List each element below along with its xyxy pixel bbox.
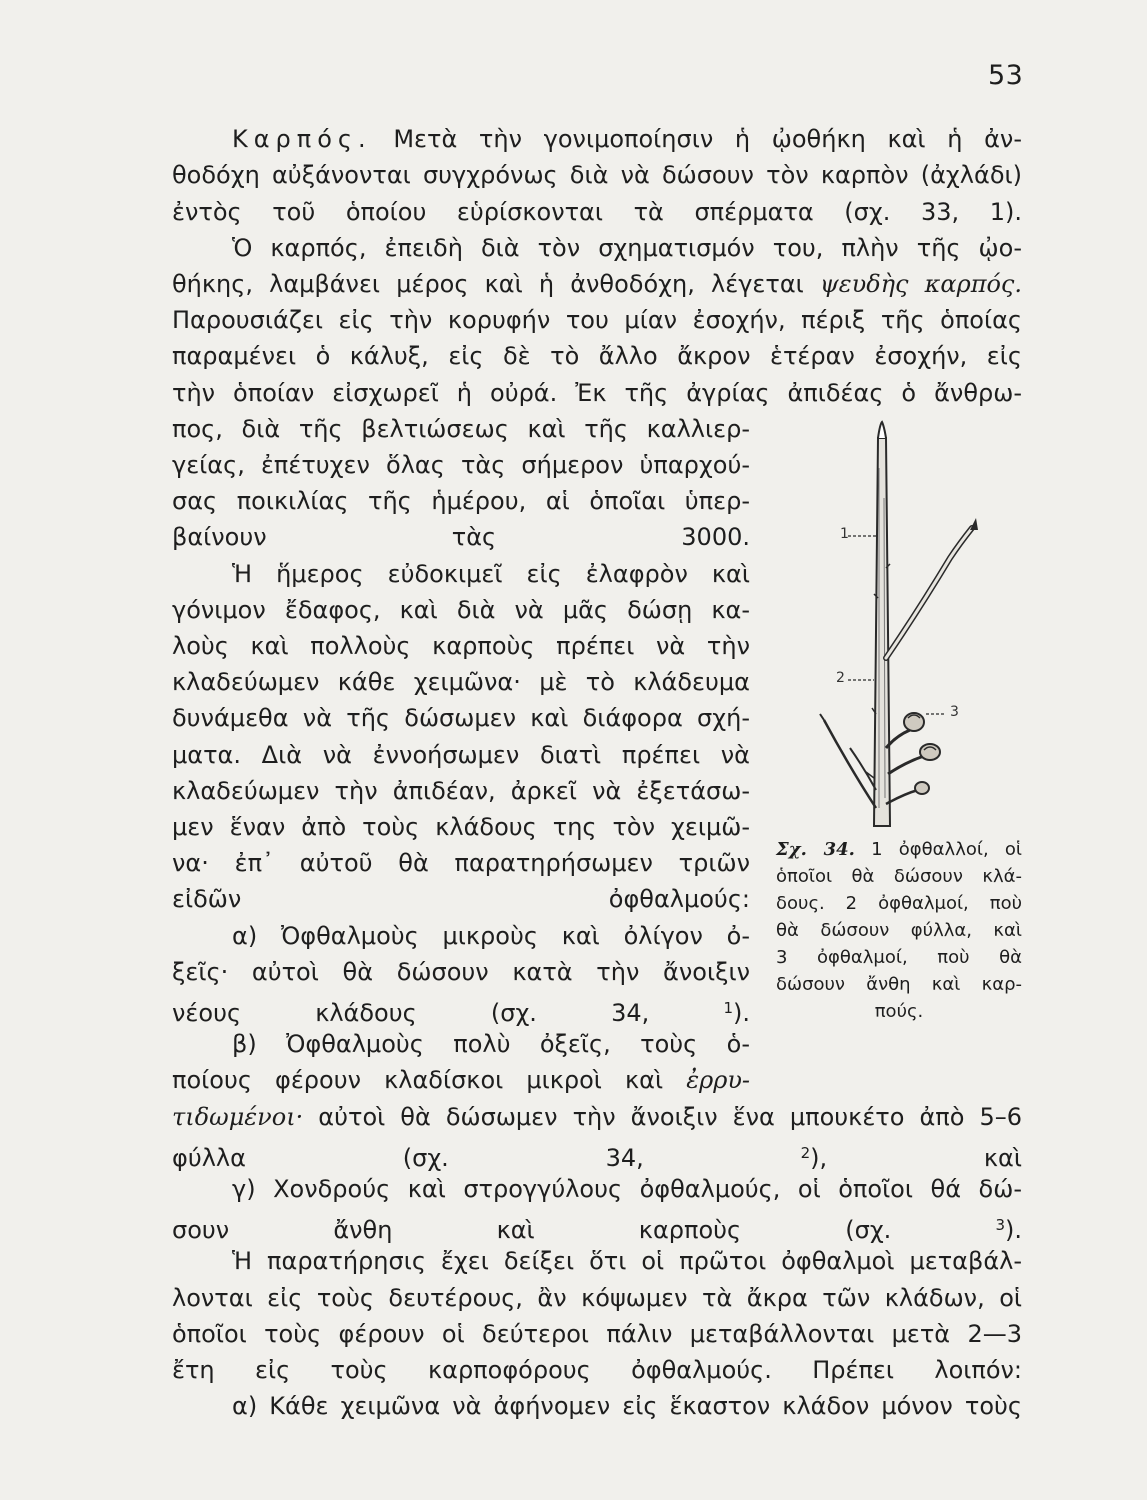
- caption-line: θὰ δώσουν φύλλα, καὶ: [776, 920, 1022, 941]
- italic-term: ψευδὴς καρπός.: [819, 270, 1022, 298]
- heading-word: Καρπός.: [232, 125, 372, 153]
- text-line: κλαδεύωμεν τὴν ἀπιδέαν, ἀρκεῖ νὰ ἐξετάσω-: [172, 777, 750, 805]
- text-line: βαίνουν τὰς 3000.: [172, 523, 750, 551]
- text-line: φύλλα (σχ. 34, $^2$), καὶ: [172, 1144, 1022, 1172]
- caption-title: Σχ. 34.: [776, 839, 855, 860]
- text-line: πος, διὰ τῆς βελτιώσεως καὶ τῆς καλλιερ-: [172, 415, 750, 443]
- figure-caption: Σχ. 34. 1 ὀφθαλλοί, οἱ: [776, 839, 1022, 860]
- text-line: θήκης, λαμβάνει μέρος καὶ ἡ ἀνθοδόχη, λέγεται ψευδὴς καρπός.: [172, 270, 1022, 298]
- text-line: ὁποῖοι τοὺς φέρουν οἱ δεύτεροι πάλιν μεταβάλλονται μετὰ 2—3: [172, 1320, 1022, 1348]
- text-line: ματα. Διὰ νὰ ἐννοήσωμεν διατὶ πρέπει νὰ: [172, 741, 750, 769]
- text-line: Ὁ καρπός, ἐπειδὴ διὰ τὸν σχηματισμόν του, πλὴν τῆς ᾠο-: [232, 234, 1022, 262]
- caption-line: πούς.: [874, 1001, 924, 1022]
- text-line: β) Ὀφθαλμοὺς πολὺ ὀξεῖς, τοὺς ὁ-: [232, 1030, 750, 1058]
- text-line: γ) Χονδρούς καὶ στρογγύλους ὀφθαλμούς, οἱ ὁποῖοι θά δώ-: [232, 1175, 1022, 1203]
- text-line: Ἡ ἥμερος εὐδοκιμεῖ εἰς ἐλαφρὸν καὶ: [232, 560, 750, 588]
- text-line: Ἡ παρατήρησις ἔχει δείξει ὅτι οἱ πρῶτοι ὀφθαλμοὶ μεταβάλ-: [232, 1247, 1022, 1275]
- figure-label-1: 1: [840, 526, 849, 542]
- text-line: παραμένει ὁ κάλυξ, εἰς δὲ τὸ ἄλλο ἄκρον ἑτέραν ἐσοχήν, εἰς: [172, 342, 1022, 370]
- caption-line: δους. 2 ὀφθαλμοί, ποὺ: [776, 893, 1022, 914]
- text-line: ποίους φέρουν κλαδίσκοι μικροὶ καὶ ἐρρυ-: [172, 1066, 751, 1094]
- text-line: γείας, ἐπέτυχεν ὅλας τὰς σήμερον ὑπαρχού-: [172, 451, 750, 479]
- text-line: εἰδῶν ὀφθαλμούς:: [172, 885, 750, 913]
- text-line: α) Κάθε χειμῶνα νὰ ἀφήνομεν εἰς ἕκαστον κλάδον μόνον τοὺς: [232, 1392, 1022, 1420]
- italic-term: τιδωμένοι·: [172, 1103, 304, 1131]
- text-line: τὴν ὁποίαν εἰσχωρεῖ ἡ οὐρά. Ἐκ τῆς ἀγρίας ἀπιδέας ὁ ἄνθρω-: [172, 379, 1022, 407]
- text-line: δυνάμεθα νὰ τῆς δώσωμεν καὶ διάφορα σχή-: [172, 704, 750, 732]
- caption-line: ὁποῖοι θὰ δώσουν κλά-: [776, 866, 1022, 887]
- page-number: 53: [988, 60, 1024, 91]
- text-line: να· ἐπ᾽ αὐτοῦ θὰ παρατηρήσωμεν τριῶν: [172, 849, 750, 877]
- text-line: κλαδεύωμεν κάθε χειμῶνα· μὲ τὸ κλάδευμα: [172, 668, 750, 696]
- text-line: λονται εἰς τοὺς δευτέρους, ἂν κόψωμεν τὰ ἄκρα τῶν κλάδων, οἱ: [172, 1284, 1022, 1312]
- text-line: σας ποικιλίας τῆς ἡμέρου, αἱ ὁποῖαι ὑπερ-: [172, 487, 750, 515]
- text-line: σουν ἄνθη καὶ καρποὺς (σχ. $^3$).: [172, 1216, 1022, 1244]
- figure-label-2: 2: [836, 670, 845, 686]
- text-line: νέους κλάδους (σχ. 34, $^1$).: [172, 999, 750, 1027]
- text-line: μεν ἕναν ἀπὸ τοὺς κλάδους της τὸν χειμῶ-: [172, 813, 750, 841]
- text-line: λοὺς καὶ πολλοὺς καρποὺς πρέπει νὰ τὴν: [172, 632, 750, 660]
- text-line: ξεῖς· αὐτοὶ θὰ δώσουν κατὰ τὴν ἄνοιξιν: [172, 958, 750, 986]
- caption-line: δώσουν ἄνθη καὶ καρ-: [776, 974, 1022, 995]
- text-line: γόνιμον ἔδαφος, καὶ διὰ νὰ μᾶς δώσῃ κα-: [172, 596, 750, 624]
- figure-label-3: 3: [950, 704, 959, 720]
- text-line: ἔτη εἰς τοὺς καρποφόρους ὀφθαλμούς. Πρέπει λοιπόν:: [172, 1356, 1022, 1384]
- text-line: Καρπός. Μετὰ τὴν γονιμοποίησιν ἡ ᾠοθήκη καὶ ἡ ἀν-: [232, 125, 1022, 153]
- text-line: α) Ὀφθαλμοὺς μικροὺς καὶ ὀλίγον ὀ-: [232, 922, 750, 950]
- caption-line: 3 ὀφθαλμοί, ποὺ θὰ: [776, 947, 1022, 968]
- italic-term: ἐρρυ-: [686, 1066, 751, 1094]
- text-line: τιδωμένοι· αὐτοὶ θὰ δώσωμεν τὴν ἄνοιξιν ἕνα μπουκέτο ἀπὸ 5–6: [172, 1103, 1022, 1131]
- text-line: Παρουσιάζει εἰς τὴν κορυφήν του μίαν ἐσοχήν, πέριξ τῆς ὁποίας: [172, 306, 1022, 334]
- text-line: ἐντὸς τοῦ ὁποίου εὑρίσκονται τὰ σπέρματα (σχ. 33, 1).: [172, 198, 1022, 226]
- text-line: θοδόχη αὐξάνονται συγχρόνως διὰ νὰ δώσουν τὸν καρπὸν (ἀχλάδι): [172, 161, 1022, 189]
- branch-drawing: [800, 418, 980, 828]
- figure-34-pear-branch: [800, 418, 980, 828]
